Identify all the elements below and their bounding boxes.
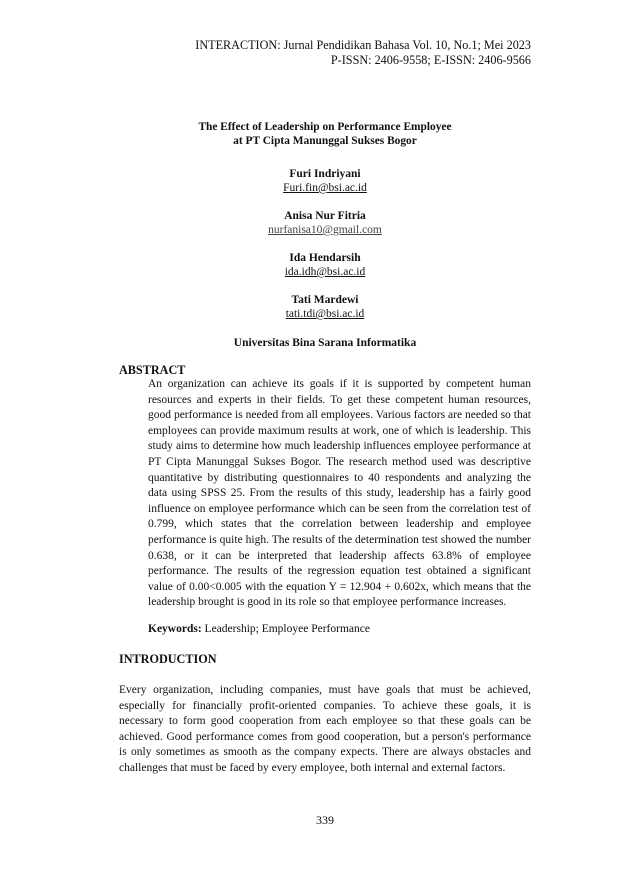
keywords-label: Keywords: xyxy=(148,623,202,635)
author-block xyxy=(0,252,620,279)
author-block xyxy=(0,210,620,237)
author-block xyxy=(0,168,620,195)
author-block xyxy=(0,294,620,321)
page-number: 339 xyxy=(316,813,334,827)
author-email[interactable]: ida.idh@bsi.ac.id xyxy=(284,266,366,278)
author-name: Tati Mardewi xyxy=(291,294,359,306)
running-header xyxy=(195,38,531,68)
author-name: Anisa Nur Fitria xyxy=(284,210,366,222)
title-line-2: at PT Cipta Manunggal Sukses Bogor xyxy=(233,135,417,147)
introduction-text: Every organization, including companies, must have goals that must be achieved, especially for financially profit-oriented companies. To achieve these goals, it is necessary to form good cooperation from each employee so that these goals can be achieved. Good performance comes from good cooperation, but a person's performance is only sometimes as smooth as the company expects. There are always obstacles and challenges that must be faced by every employee, both internal and external factors. xyxy=(119,684,531,774)
author-name: Ida Hendarsih xyxy=(289,252,361,264)
abstract-heading: ABSTRACT xyxy=(119,363,186,377)
abstract-text: An organization can achieve its goals if it is supported by competent human resources and experts in their fields. To get these competent human resources, good performance is needed from all employees. Various factors are needed so that employees can provide maximum results at work, one of which is leadership. This study aims to determine how much leadership influences employee performance at PT Cipta Manunggal Sukses Bogor. The research method used was descriptive quantitative by distributing questionnaires to 40 respondents and analyzing the data using SPSS 25. From the results of this study, leadership has a fairly good influence on employee performance which can be seen from the correlation test of 0.799, which states that the correlation between leadership and employee performance is quite high. The results of the determination test showed the number 0.638, or it can be interpreted that leadership affects 63.8% of employee performance. The results of the regression equation test obtained a significant value of 0.00<0.005 with the equation Y = 12.904 + 0.602x, which means that the leadership brought is good in its role so that employee performance increases. xyxy=(148,378,531,609)
author-list xyxy=(0,168,620,336)
author-email[interactable]: tati.tdi@bsi.ac.id xyxy=(285,308,365,320)
author-name: Furi Indriyani xyxy=(289,168,361,180)
issn-line: P-ISSN: 2406-9558; E-ISSN: 2406-9566 xyxy=(330,53,531,67)
author-email[interactable]: nurfanisa10@gmail.com xyxy=(268,224,382,236)
paper-title xyxy=(0,120,620,148)
introduction-heading: INTRODUCTION xyxy=(119,652,217,666)
keywords xyxy=(148,623,370,635)
keywords-value: Leadership; Employee Performance xyxy=(201,623,370,635)
title-line-1: The Effect of Leadership on Performance Employee xyxy=(198,121,452,133)
affiliation: Universitas Bina Sarana Informatika xyxy=(233,337,417,349)
journal-line: INTERACTION: Jurnal Pendidikan Bahasa Vol. 10, No.1; Mei 2023 xyxy=(195,38,531,52)
author-email[interactable]: Furi.fin@bsi.ac.id xyxy=(283,182,367,194)
